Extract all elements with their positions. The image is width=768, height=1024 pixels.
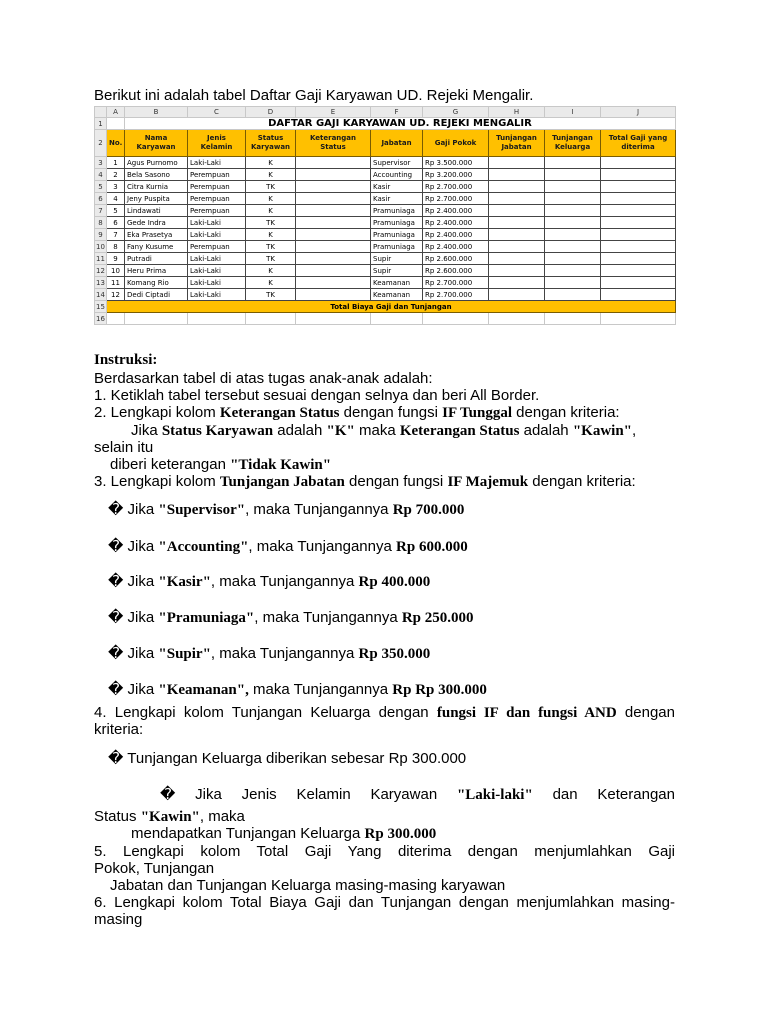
- cell-ket: [296, 157, 371, 169]
- instr-criteria: [131, 422, 636, 440]
- text: Rp 700.000: [392, 502, 465, 518]
- cell-ket: [296, 205, 371, 217]
- cell-nama: Lindawati: [125, 205, 188, 217]
- cell-tj: [489, 193, 545, 205]
- cell-tj: [489, 241, 545, 253]
- instr-line: kriteria:: [94, 721, 144, 738]
- text: Rp 600.000: [396, 539, 468, 555]
- column-letter: F: [371, 107, 423, 118]
- table-row: [95, 181, 676, 193]
- table-row: [95, 205, 676, 217]
- cell-jab: Pramuniaga: [371, 229, 423, 241]
- text: "Kasir": [158, 574, 211, 590]
- cell-no: 10: [107, 265, 125, 277]
- text: , maka Tunjangannya: [254, 609, 402, 626]
- row-number: 2: [95, 130, 107, 157]
- empty-row: [95, 313, 676, 325]
- text: IF Majemuk: [447, 474, 529, 490]
- salary-table: [94, 106, 676, 325]
- cell-tk: [545, 289, 601, 301]
- intro-text: Berikut ini adalah tabel Daftar Gaji Karyawan UD. Rejeki Mengalir.: [94, 87, 534, 104]
- instr-item-4: [94, 704, 675, 722]
- cell-st: K: [246, 205, 296, 217]
- cell-ket: [296, 193, 371, 205]
- header-row: [95, 130, 676, 157]
- cell-jab: Supir: [371, 253, 423, 265]
- column-letter: D: [246, 107, 296, 118]
- cell-jk: Perempuan: [188, 193, 246, 205]
- cell-nama: Gede Indra: [125, 217, 188, 229]
- table-row: [95, 265, 676, 277]
- text: 2. Lengkapi kolom: [94, 404, 220, 421]
- row-number: 13: [96, 278, 105, 287]
- text: Jika: [123, 538, 159, 555]
- cell-tj: [489, 169, 545, 181]
- cell-ket: [296, 253, 371, 265]
- cell-tk: [545, 277, 601, 289]
- row-number: 10: [96, 242, 105, 251]
- text: "K": [326, 423, 355, 439]
- cell-gaji: Rp 3.500.000: [423, 157, 489, 169]
- cell-gaji: Rp 2.600.000: [423, 253, 489, 265]
- cell-tj: [489, 289, 545, 301]
- instr-item-2: [94, 404, 620, 422]
- column-letter: E: [296, 107, 371, 118]
- cell-gaji: Rp 2.700.000: [423, 181, 489, 193]
- cell-nama: Eka Prasetya: [125, 229, 188, 241]
- header-nama: Nama Karyawan: [125, 130, 188, 157]
- row-number: 7: [95, 205, 107, 217]
- bullet-icon: �: [108, 609, 124, 626]
- cell-gaji: Rp 2.400.000: [423, 229, 489, 241]
- bullet-icon: �: [108, 645, 124, 662]
- text: 3. Lengkapi kolom: [94, 473, 220, 490]
- bullet-icon: �: [108, 573, 124, 590]
- title-row: [95, 118, 676, 130]
- instr-line: selain itu: [94, 439, 154, 456]
- text: adalah: [519, 422, 573, 439]
- criteria-item: [108, 645, 430, 663]
- cell-tk: [545, 229, 601, 241]
- row-number: 14: [96, 290, 105, 299]
- cell-nama: Fany Kusume: [125, 241, 188, 253]
- cell-jk: Laki-Laki: [188, 289, 246, 301]
- instr-line: masing: [94, 911, 143, 928]
- text: mendapatkan Tunjangan Keluarga: [131, 825, 365, 842]
- cell-gaji: Rp 2.600.000: [423, 265, 489, 277]
- text: Jika Jenis Kelamin Karyawan: [175, 786, 457, 803]
- cell-nama: Komang Rio: [125, 277, 188, 289]
- cell-no: 7: [107, 229, 125, 241]
- cell-no: 11: [107, 277, 125, 289]
- cell-jk: Perempuan: [188, 241, 246, 253]
- text: Jika: [123, 573, 159, 590]
- criteria-item: [108, 501, 464, 519]
- cell-nama: Heru Prima: [125, 265, 188, 277]
- cell-nama: Bela Sasono: [125, 169, 188, 181]
- cell-jab: Accounting: [371, 169, 423, 181]
- text: fungsi IF dan fungsi AND: [436, 705, 617, 721]
- cell-tk: [545, 157, 601, 169]
- cell-nama: Agus Purnomo: [125, 157, 188, 169]
- header-total-gaji: Total Gaji yang diterima: [601, 130, 676, 157]
- cell-no: 4: [107, 193, 125, 205]
- bullet-icon: �: [108, 750, 124, 767]
- text: Jika: [123, 609, 159, 626]
- text: adalah: [273, 422, 327, 439]
- cell-jab: Keamanan: [371, 277, 423, 289]
- instr-line: [131, 825, 436, 843]
- text: dengan: [616, 704, 675, 721]
- cell-gaji: Rp 2.400.000: [423, 217, 489, 229]
- column-letters-row: [95, 107, 676, 118]
- bullet-icon: �: [160, 786, 176, 803]
- row-number: 3: [95, 157, 107, 169]
- cell-ket: [296, 229, 371, 241]
- text: dan Keterangan: [532, 786, 675, 803]
- cell-tot: [601, 205, 676, 217]
- instr-line: [94, 808, 245, 826]
- bullet-icon: �: [108, 538, 124, 555]
- instr-bullet: [108, 750, 466, 767]
- cell-ket: [296, 217, 371, 229]
- text: Status: [94, 808, 141, 825]
- text: "Kawin": [140, 809, 200, 825]
- text: dengan fungsi: [344, 473, 448, 490]
- text: "Keamanan",: [158, 682, 249, 698]
- cell-jab: Kasir: [371, 181, 423, 193]
- table-row: [95, 241, 676, 253]
- column-letter: A: [107, 107, 125, 118]
- text: "Supervisor": [158, 502, 246, 518]
- column-letter: J: [601, 107, 676, 118]
- cell-st: K: [246, 229, 296, 241]
- cell-jk: Laki-Laki: [188, 265, 246, 277]
- row-number: 12: [96, 266, 105, 275]
- text: dengan fungsi: [339, 404, 443, 421]
- cell-ket: [296, 241, 371, 253]
- text: "Pramuniaga": [158, 610, 255, 626]
- text: 4. Lengkapi kolom Tunjangan Keluarga dengan: [94, 704, 437, 721]
- cell-tot: [601, 193, 676, 205]
- cell-tj: [489, 205, 545, 217]
- text: Rp 400.000: [358, 574, 431, 590]
- cell-tk: [545, 193, 601, 205]
- cell-nama: Putradi: [125, 253, 188, 265]
- cell-jk: Perempuan: [188, 205, 246, 217]
- header-gaji-pokok: Gaji Pokok: [423, 130, 489, 157]
- text: dengan kriteria:: [512, 404, 620, 421]
- text: IF Tunggal: [442, 405, 513, 421]
- text: maka: [354, 422, 400, 439]
- header-keterangan: Keterangan Status: [296, 130, 371, 157]
- cell-no: 9: [107, 253, 125, 265]
- cell-tj: [489, 181, 545, 193]
- cell-tj: [489, 277, 545, 289]
- text: Jika: [131, 422, 162, 439]
- row-number: 9: [95, 229, 107, 241]
- cell-ket: [296, 181, 371, 193]
- cell-st: K: [246, 157, 296, 169]
- text: Keterangan Status: [219, 405, 340, 421]
- cell-tk: [545, 181, 601, 193]
- cell-tot: [601, 157, 676, 169]
- cell-gaji: Rp 2.700.000: [423, 193, 489, 205]
- text: , maka Tunjangannya: [248, 538, 397, 555]
- cell-jk: Laki-Laki: [188, 253, 246, 265]
- cell-jab: Kasir: [371, 193, 423, 205]
- instr-line: Berdasarkan tabel di atas tugas anak-anak adalah:: [94, 370, 433, 387]
- instr-line: Pokok, Tunjangan: [94, 860, 215, 877]
- row-number: 1: [95, 118, 107, 130]
- cell-st: TK: [246, 241, 296, 253]
- cell-st: TK: [246, 217, 296, 229]
- cell-tj: [489, 265, 545, 277]
- cell-tk: [545, 205, 601, 217]
- table-row: [95, 193, 676, 205]
- row-number: 5: [95, 181, 107, 193]
- cell-ket: [296, 265, 371, 277]
- text: Tunjangan Keluarga diberikan sebesar Rp 300.000: [123, 750, 467, 767]
- instr-item-3: [94, 473, 636, 491]
- table-row: [95, 217, 676, 229]
- cell-gaji: Rp 2.700.000: [423, 289, 489, 301]
- total-label: Total Biaya Gaji dan Tunjangan: [107, 301, 676, 313]
- cell-tj: [489, 229, 545, 241]
- cell-st: TK: [246, 253, 296, 265]
- text: , maka Tunjangannya: [210, 573, 359, 590]
- text: "Laki-laki": [456, 787, 533, 803]
- cell-no: 2: [107, 169, 125, 181]
- row-number: 16: [96, 314, 105, 323]
- cell-tk: [545, 241, 601, 253]
- cell-tot: [601, 289, 676, 301]
- text: Status Karyawan: [161, 423, 274, 439]
- cell-st: TK: [246, 181, 296, 193]
- text: Jika: [123, 681, 159, 698]
- cell-tot: [601, 169, 676, 181]
- cell-tot: [601, 229, 676, 241]
- table-row: [95, 229, 676, 241]
- cell-no: 3: [107, 181, 125, 193]
- instr-item-6: 6. Lengkapi kolom Total Biaya Gaji dan Tunjangan dengan menjumlahkan masing-: [94, 894, 675, 911]
- cell-jab: Pramuniaga: [371, 241, 423, 253]
- column-letter: C: [188, 107, 246, 118]
- criteria-item: [108, 609, 474, 627]
- cell-no: 12: [107, 289, 125, 301]
- text: , maka Tunjangannya: [210, 645, 359, 662]
- text: ,: [632, 422, 637, 439]
- text: Jika: [123, 501, 159, 518]
- bullet-icon: �: [108, 681, 124, 698]
- text: "Supir": [158, 646, 211, 662]
- row-number: 6: [95, 193, 107, 205]
- text: maka Tunjangannya: [248, 681, 393, 698]
- cell-st: K: [246, 277, 296, 289]
- cell-tot: [601, 217, 676, 229]
- cell-tot: [601, 253, 676, 265]
- table-row: [95, 169, 676, 181]
- cell-tj: [489, 253, 545, 265]
- text: , maka: [199, 808, 245, 825]
- text: Tunjangan Jabatan: [219, 474, 345, 490]
- header-jenis-kelamin: Jenis Kelamin: [188, 130, 246, 157]
- cell-jk: Laki-Laki: [188, 217, 246, 229]
- text: Rp 250.000: [401, 610, 474, 626]
- cell-jk: Perempuan: [188, 169, 246, 181]
- row-number: 15: [96, 302, 105, 311]
- table-row: [95, 157, 676, 169]
- instr-line: 1. Ketiklah tabel tersebut sesuai dengan selnya dan beri All Border.: [94, 387, 540, 404]
- instructions-heading: Instruksi:: [94, 352, 158, 368]
- instr-line: Jabatan dan Tunjangan Keluarga masing-masing karyawan: [110, 877, 506, 894]
- column-letter: G: [423, 107, 489, 118]
- cell-gaji: Rp 3.200.000: [423, 169, 489, 181]
- cell-tk: [545, 169, 601, 181]
- text: diberi keterangan: [110, 456, 231, 473]
- header-status: Status Karyawan: [246, 130, 296, 157]
- cell-jab: Pramuniaga: [371, 217, 423, 229]
- text: "Kawin": [572, 423, 632, 439]
- text: , maka Tunjangannya: [245, 501, 393, 518]
- text: "Accounting": [158, 539, 249, 555]
- cell-jk: Laki-Laki: [188, 157, 246, 169]
- cell-jk: Perempuan: [188, 181, 246, 193]
- table-row: [95, 277, 676, 289]
- table-title: DAFTAR GAJI KARYAWAN UD. REJEKI MENGALIR: [125, 118, 676, 130]
- criteria-item: [108, 681, 487, 699]
- cell-gaji: Rp 2.700.000: [423, 277, 489, 289]
- cell-ket: [296, 169, 371, 181]
- cell-nama: Citra Kurnia: [125, 181, 188, 193]
- row-number: 11: [96, 254, 105, 263]
- cell-tot: [601, 265, 676, 277]
- text: Keterangan Status: [399, 423, 520, 439]
- cell-nama: Dedi Ciptadi: [125, 289, 188, 301]
- cell-ket: [296, 289, 371, 301]
- cell-jab: Keamanan: [371, 289, 423, 301]
- cell-tk: [545, 217, 601, 229]
- cell-nama: Jeny Puspita: [125, 193, 188, 205]
- spreadsheet-image: [94, 106, 675, 338]
- text: Rp 300.000: [364, 826, 437, 842]
- cell-st: K: [246, 265, 296, 277]
- cell-jk: Laki-Laki: [188, 229, 246, 241]
- cell-st: K: [246, 193, 296, 205]
- cell-jab: Pramuniaga: [371, 205, 423, 217]
- cell-gaji: Rp 2.400.000: [423, 241, 489, 253]
- text: dengan kriteria:: [528, 473, 636, 490]
- cell-tj: [489, 157, 545, 169]
- bullet-icon: �: [108, 501, 124, 518]
- criteria-item: [108, 573, 430, 591]
- cell-tot: [601, 241, 676, 253]
- header-tunjangan-keluarga: Tunjangan Keluarga: [545, 130, 601, 157]
- row-number: 4: [95, 169, 107, 181]
- cell-no: 6: [107, 217, 125, 229]
- instr-bullet: [160, 786, 675, 804]
- cell-jab: Supervisor: [371, 157, 423, 169]
- instr-line: [110, 456, 331, 474]
- text: Jika: [123, 645, 159, 662]
- column-letter: H: [489, 107, 545, 118]
- cell-jab: Supir: [371, 265, 423, 277]
- cell-st: TK: [246, 289, 296, 301]
- cell-no: 1: [107, 157, 125, 169]
- cell-no: 8: [107, 241, 125, 253]
- cell-jk: Laki-Laki: [188, 277, 246, 289]
- row-number: 8: [95, 217, 107, 229]
- criteria-item: [108, 538, 468, 556]
- header-tunjangan-jabatan: Tunjangan Jabatan: [489, 130, 545, 157]
- cell-tot: [601, 181, 676, 193]
- header-jabatan: Jabatan: [371, 130, 423, 157]
- cell-tot: [601, 277, 676, 289]
- table-row: [95, 253, 676, 265]
- text: Rp 350.000: [358, 646, 431, 662]
- total-row: [95, 301, 676, 313]
- cell-no: 5: [107, 205, 125, 217]
- text: Rp Rp 300.000: [392, 682, 487, 698]
- table-row: [95, 289, 676, 301]
- cell-tk: [545, 265, 601, 277]
- text: "Tidak Kawin": [230, 457, 332, 473]
- cell-gaji: Rp 2.400.000: [423, 205, 489, 217]
- header-no: No.: [107, 130, 125, 157]
- column-letter: I: [545, 107, 601, 118]
- cell-ket: [296, 277, 371, 289]
- cell-tj: [489, 217, 545, 229]
- column-letter: B: [125, 107, 188, 118]
- instr-item-5: 5. Lengkapi kolom Total Gaji Yang diterima dengan menjumlahkan Gaji: [94, 843, 675, 860]
- cell-st: K: [246, 169, 296, 181]
- cell-tk: [545, 253, 601, 265]
